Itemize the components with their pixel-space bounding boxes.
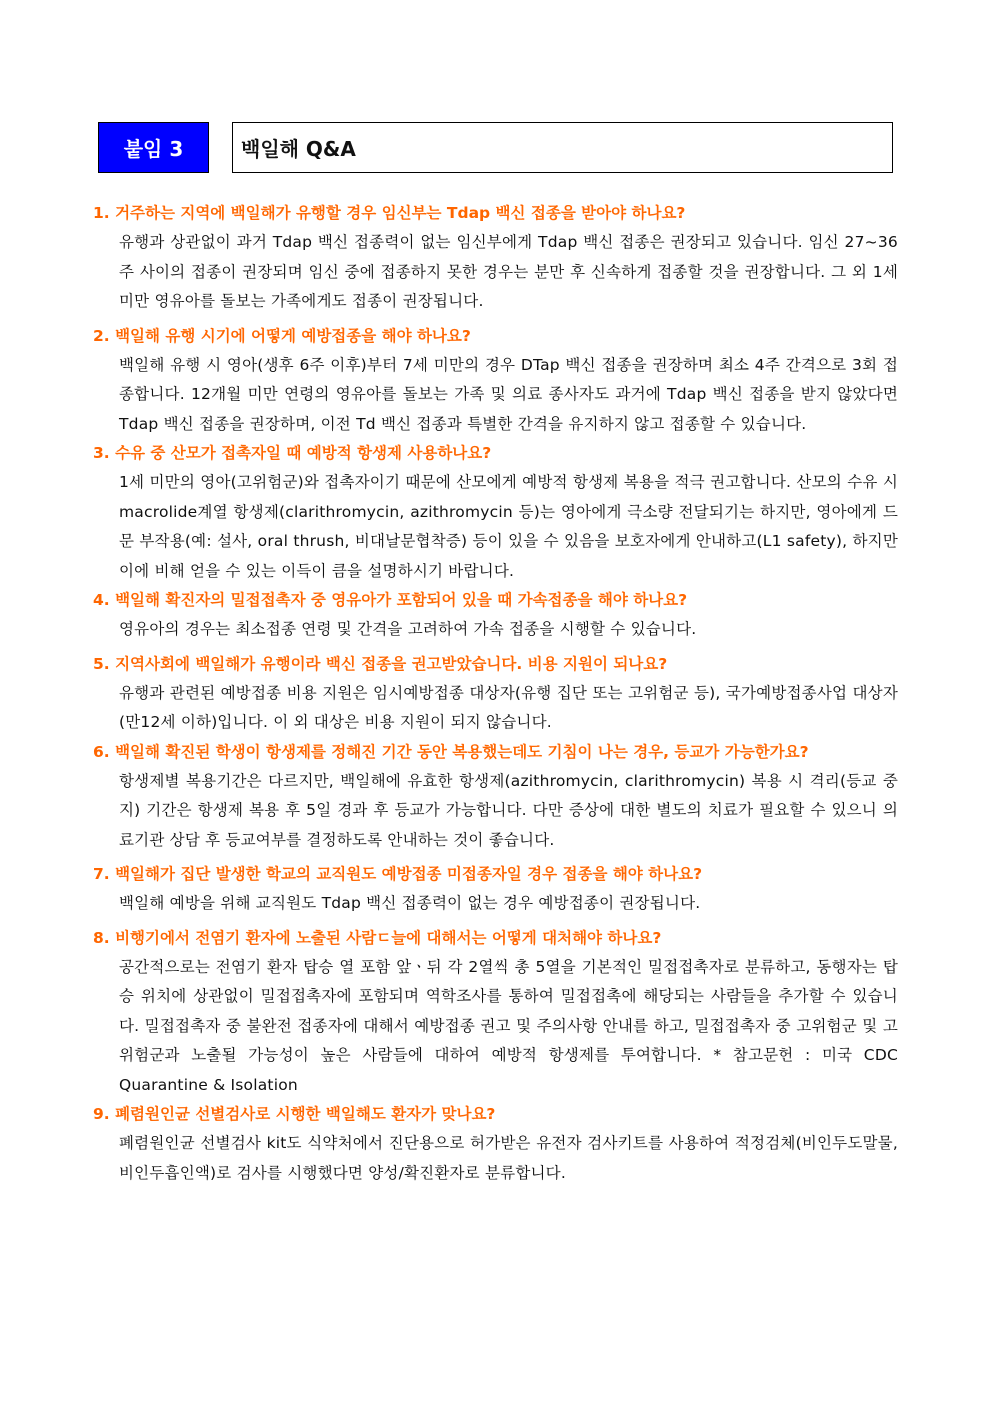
page-title: 백일해 Q&A <box>232 122 893 173</box>
attachment-header <box>98 122 893 173</box>
question-5: 5. 지역사회에 백일해가 유행이라 백신 접종을 권고받았습니다. 비용 지원이 되나요? <box>93 654 668 673</box>
question-2: 2. 백일해 유행 시기에 어떻게 예방접종을 해야 하나요? <box>93 326 471 345</box>
answer-1: 유행과 상관없이 과거 Tdap 백신 접종력이 없는 임신부에게 Tdap 백신 접종은 권장되고 있습니다. 임신 27~36주 사이의 접종이 권장되며 임신 중에 접종하지 못한 경우는 분만 후 신속하게 접종할 것을 권장합니다. 그 외 1세 미만 영유아를 돌보는 가족에게도 접종이 권장됩니다. <box>119 233 898 310</box>
question-3: 3. 수유 중 산모가 접촉자일 때 예방적 항생제 사용하나요? <box>93 444 492 462</box>
qa-item-2 <box>93 322 898 440</box>
question-1: 1. 거주하는 지역에 백일해가 유행할 경우 임신부는 Tdap 백신 접종을 받아야 하나요? <box>93 204 686 222</box>
question-8: 8. 비행기에서 전염기 환자에 노출된 사람ㄷ늘에 대해서는 어떻게 대처해야 하나요? <box>93 928 662 947</box>
answer-6: 항생제별 복용기간은 다르지만, 백일해에 유효한 항생제(azithromycin, clarithromycin) 복용 시 격리(등교 중지) 기간은 항생제 복용 후 5일 경과 후 등교가 가능합니다. 다만 증상에 대한 별도의 치료가 필요할 수 있으니 의료기관 상담 후 등교여부를 결정하도록 안내하는 것이 좋습니다. <box>119 771 898 849</box>
answer-9: 폐렴원인균 선별검사 kit도 식약처에서 진단용으로 허가받은 유전자 검사키트를 사용하여 적정검체(비인두도말물, 비인두흡인액)로 검사를 시행했다면 양성/확진환자로 분류합니다. <box>119 1134 898 1182</box>
qa-item-7 <box>93 860 898 919</box>
question-9: 9. 폐렴원인균 선별검사로 시행한 백일해도 환자가 맞나요? <box>93 1105 496 1123</box>
qa-item-6 <box>93 738 898 856</box>
answer-7: 백일해 예방을 위해 교직원도 Tdap 백신 접종력이 없는 경우 예방접종이 권장됩니다. <box>119 894 701 912</box>
qa-item-5 <box>93 650 898 738</box>
qa-item-1 <box>93 199 898 317</box>
qa-item-4 <box>93 586 898 645</box>
qa-list <box>93 199 898 1188</box>
question-6: 6. 백일해 확진된 학생이 항생제를 정해진 기간 동안 복용했는데도 기침이 나는 경우, 등교가 가능한가요? <box>93 742 809 761</box>
question-7: 7. 백일해가 집단 발생한 학교의 교직원도 예방접종 미접종자일 경우 접종을 해야 하나요? <box>93 865 703 883</box>
attachment-badge: 붙임 3 <box>98 122 209 173</box>
answer-5: 유행과 관련된 예방접종 비용 지원은 임시예방접종 대상자(유행 집단 또는 고위험군 등), 국가예방접종사업 대상자(만12세 이하)입니다. 이 외 대상은 비용 지원이 되지 않습니다. <box>119 683 898 731</box>
answer-8: 공간적으로는 전염기 환자 탑승 열 포함 앞ㆍ뒤 각 2열씩 총 5열을 기본적인 밀접접촉자로 분류하고, 동행자는 탑승 위치에 상관없이 밀접접촉자에 포함되며 역학조사를 통하여 밀접접촉에 해당되는 사람들을 추가할 수 있습니다. 밀접접촉자 중 불완전 접종자에 대해서 예방접종 권고 및 주의사항 안내를 하고, 밀접접촉자 중 고위험군 및 고위험군과 노출될 가능성이 높은 사람들에 대하여 예방적 항생제를 투여합니다. * 참고문헌 : 미국 CDC Quarantine & Isolation <box>119 957 898 1094</box>
answer-2: 백일해 유행 시 영아(생후 6주 이후)부터 7세 미만의 경우 DTap 백신 접종을 권장하며 최소 4주 간격으로 3회 접종합니다. 12개월 미만 연령의 영유아를 돌보는 가족 및 의료 종사자도 과거에 Tdap 백신 접종을 받지 않았다면 Tdap 백신 접종을 권장하며, 이전 Td 백신 접종과 특별한 간격을 유지하지 않고 접종할 수 있습니다. <box>119 355 898 433</box>
qa-item-9 <box>93 1100 898 1188</box>
answer-3: 1세 미만의 영아(고위험군)와 접촉자이기 때문에 산모에게 예방적 항생제 복용을 적극 권고합니다. 산모의 수유 시 macrolide계열 항생제(clarithromycin, azithromycin 등)는 영아에게 극소량 전달되기는 하지만, 영아에게 드문 부작용(예: 설사, oral thrush, 비대날문협착증) 등이 있을 수 있음을 보호자에게 안내하고(L1 safety), 하지만 이에 비해 얻을 수 있는 이득이 큼을 설명하시기 바랍니다. <box>119 473 898 580</box>
question-4: 4. 백일해 확진자의 밀접접촉자 중 영유아가 포함되어 있을 때 가속접종을 해야 하나요? <box>93 591 688 609</box>
answer-4: 영유아의 경우는 최소접종 연령 및 간격을 고려하여 가속 접종을 시행할 수 있습니다. <box>119 620 697 638</box>
qa-item-3 <box>93 439 898 586</box>
qa-item-8 <box>93 924 898 1101</box>
